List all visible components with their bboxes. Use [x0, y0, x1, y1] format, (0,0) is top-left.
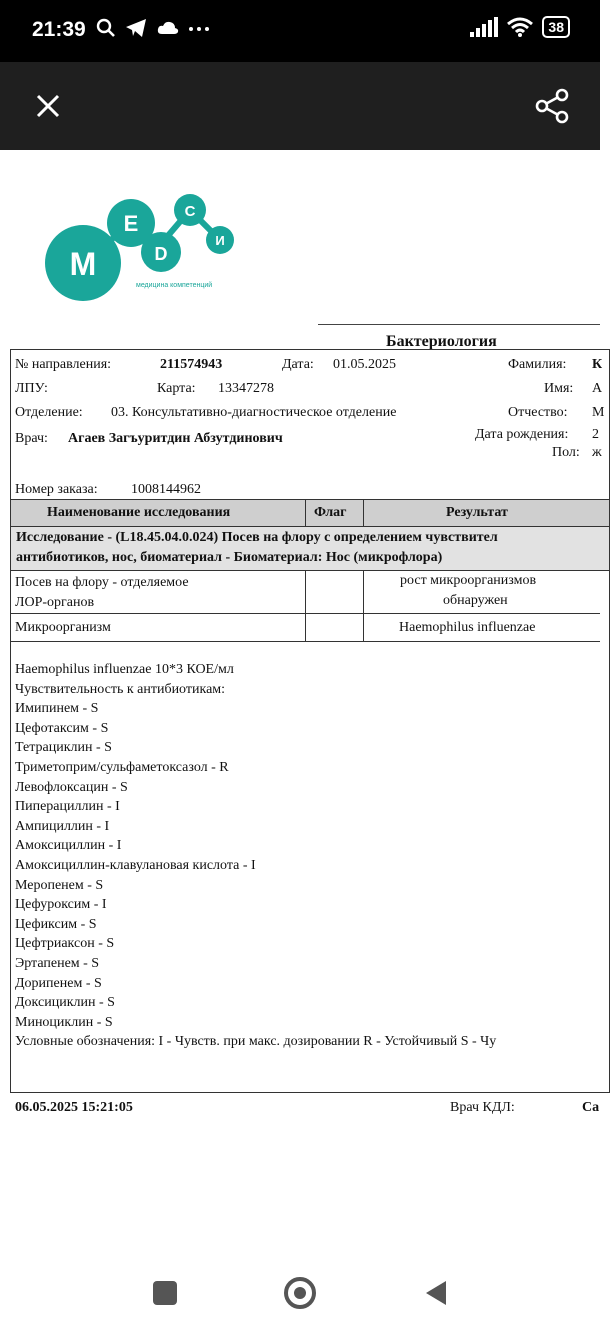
sex-label: Пол:	[552, 445, 580, 460]
status-time: 21:39	[32, 18, 86, 41]
medici-logo	[40, 175, 260, 305]
logo-letter: Е	[123, 211, 139, 236]
note-line: Чувствительность к антибиотикам:	[15, 681, 226, 697]
note-line: Меропенем - S	[15, 877, 104, 893]
note-line: Тетрациклин - S	[15, 740, 112, 756]
footer-datetime: 06.05.2025 15:21:05	[15, 1100, 133, 1115]
share-icon[interactable]	[532, 86, 572, 126]
surname-value: К	[592, 357, 603, 372]
surname-label: Фамилия:	[508, 357, 567, 372]
card-value: 13347278	[218, 381, 274, 396]
date-value: 01.05.2025	[333, 357, 396, 372]
patronymic-label: Отчество:	[508, 405, 568, 420]
note-line: Доксициклин - S	[15, 995, 115, 1011]
col-header-flag: Флаг	[314, 505, 347, 520]
document-title: Бактериология	[386, 333, 497, 350]
logo-letter: М	[69, 246, 97, 282]
status-bar	[0, 0, 600, 62]
name-value: А	[592, 381, 603, 396]
note-line: Цефотаксим - S	[15, 720, 109, 736]
note-line: Условные обозначения: I - Чувств. при макс. дозировании R - Устойчивый S - Чу	[15, 1034, 497, 1050]
row-result: рост микроорганизмов	[400, 573, 537, 588]
row-name: Посев на флору - отделяемое	[15, 575, 189, 590]
col-divider	[305, 571, 306, 641]
footer-doctor-value: Са	[582, 1100, 600, 1115]
footer-doctor-label: Врач КДЛ:	[450, 1100, 515, 1115]
battery-icon: 38	[542, 16, 570, 38]
department-value: 03. Консультативно-диагностическое отделение	[111, 405, 397, 420]
order-label: Номер заказа:	[15, 482, 98, 497]
note-line: Ампициллин - I	[15, 818, 110, 834]
logo-letter: И	[215, 233, 225, 248]
note-line: Левофлоксацин - S	[15, 779, 128, 795]
col-divider	[305, 499, 306, 527]
system-nav-bar	[0, 1250, 600, 1332]
note-line: Пиперациллин - I	[15, 799, 120, 815]
sensitivity-notes	[15, 660, 496, 1052]
row-name: ЛОР-органов	[15, 595, 95, 610]
col-divider	[363, 571, 364, 641]
col-divider	[363, 499, 364, 527]
note-line: Цефуроксим - I	[15, 897, 107, 913]
more-icon	[188, 25, 210, 33]
study-row	[10, 527, 610, 571]
direction-value: 211574943	[160, 357, 223, 372]
notification-icons	[96, 18, 210, 41]
col-header-name: Наименование исследования	[47, 505, 231, 520]
birth-value: 2	[592, 427, 599, 442]
logo-letter: D	[154, 244, 168, 264]
note-line: Цефтриаксон - S	[15, 936, 115, 952]
department-label: Отделение:	[15, 405, 83, 420]
table-header	[10, 499, 610, 527]
card-label: Карта:	[157, 381, 196, 396]
wifi-icon	[506, 16, 534, 38]
note-line: Цефиксим - S	[15, 916, 97, 932]
lpu-label: ЛПУ:	[15, 381, 48, 396]
note-line: Миноциклин - S	[15, 1014, 113, 1030]
doctor-label: Врач:	[15, 431, 48, 446]
col-header-result: Результат	[446, 505, 508, 520]
order-value: 1008144962	[131, 482, 201, 497]
search-icon	[96, 18, 116, 38]
name-label: Имя:	[544, 381, 574, 396]
logo-letter: С	[184, 203, 196, 220]
logo-tagline: медицина компетенций	[136, 282, 213, 289]
cloud-icon	[157, 19, 179, 37]
date-label: Дата:	[282, 357, 314, 372]
note-line: Haemophilus influenzae 10*3 КОЕ/мл	[15, 662, 234, 677]
row-result: Haemophilus influenzae	[399, 620, 536, 635]
recents-square-icon[interactable]	[150, 1278, 180, 1308]
note-line: Эртапенем - S	[15, 955, 100, 971]
doctor-value: Агаев Загъуритдин Абзутдинович	[68, 431, 283, 446]
note-line: Дорипенем - S	[15, 975, 102, 991]
close-icon[interactable]	[30, 88, 66, 124]
study-title-line2: антибиотиков, нос, биоматериал - Биоматериал: Нос (микрофлора)	[16, 550, 443, 565]
study-title-line1: Исследование - (L18.45.04.0.024) Посев на флору с определением чувствител	[16, 530, 498, 545]
direction-label: № направления:	[15, 357, 112, 372]
note-line: Амоксициллин - I	[15, 838, 122, 854]
note-line: Имипинем - S	[15, 701, 99, 717]
telegram-icon	[125, 18, 147, 38]
birth-label: Дата рождения:	[475, 427, 569, 442]
app-bar	[0, 62, 600, 150]
patronymic-value: М	[592, 405, 605, 420]
back-triangle-icon[interactable]	[422, 1278, 452, 1308]
row-divider	[10, 641, 600, 642]
title-rule	[318, 324, 600, 325]
row-name: Микроорганизм	[15, 620, 111, 635]
sex-value: ж	[592, 445, 602, 460]
home-circle-icon[interactable]	[283, 1276, 317, 1310]
signal-icon	[470, 17, 498, 37]
document-view[interactable]	[0, 150, 605, 1250]
note-line: Амоксициллин-клавулановая кислота - I	[15, 857, 256, 873]
row-result: обнаружен	[443, 593, 508, 608]
note-line: Триметоприм/сульфаметоксазол - R	[15, 759, 229, 775]
